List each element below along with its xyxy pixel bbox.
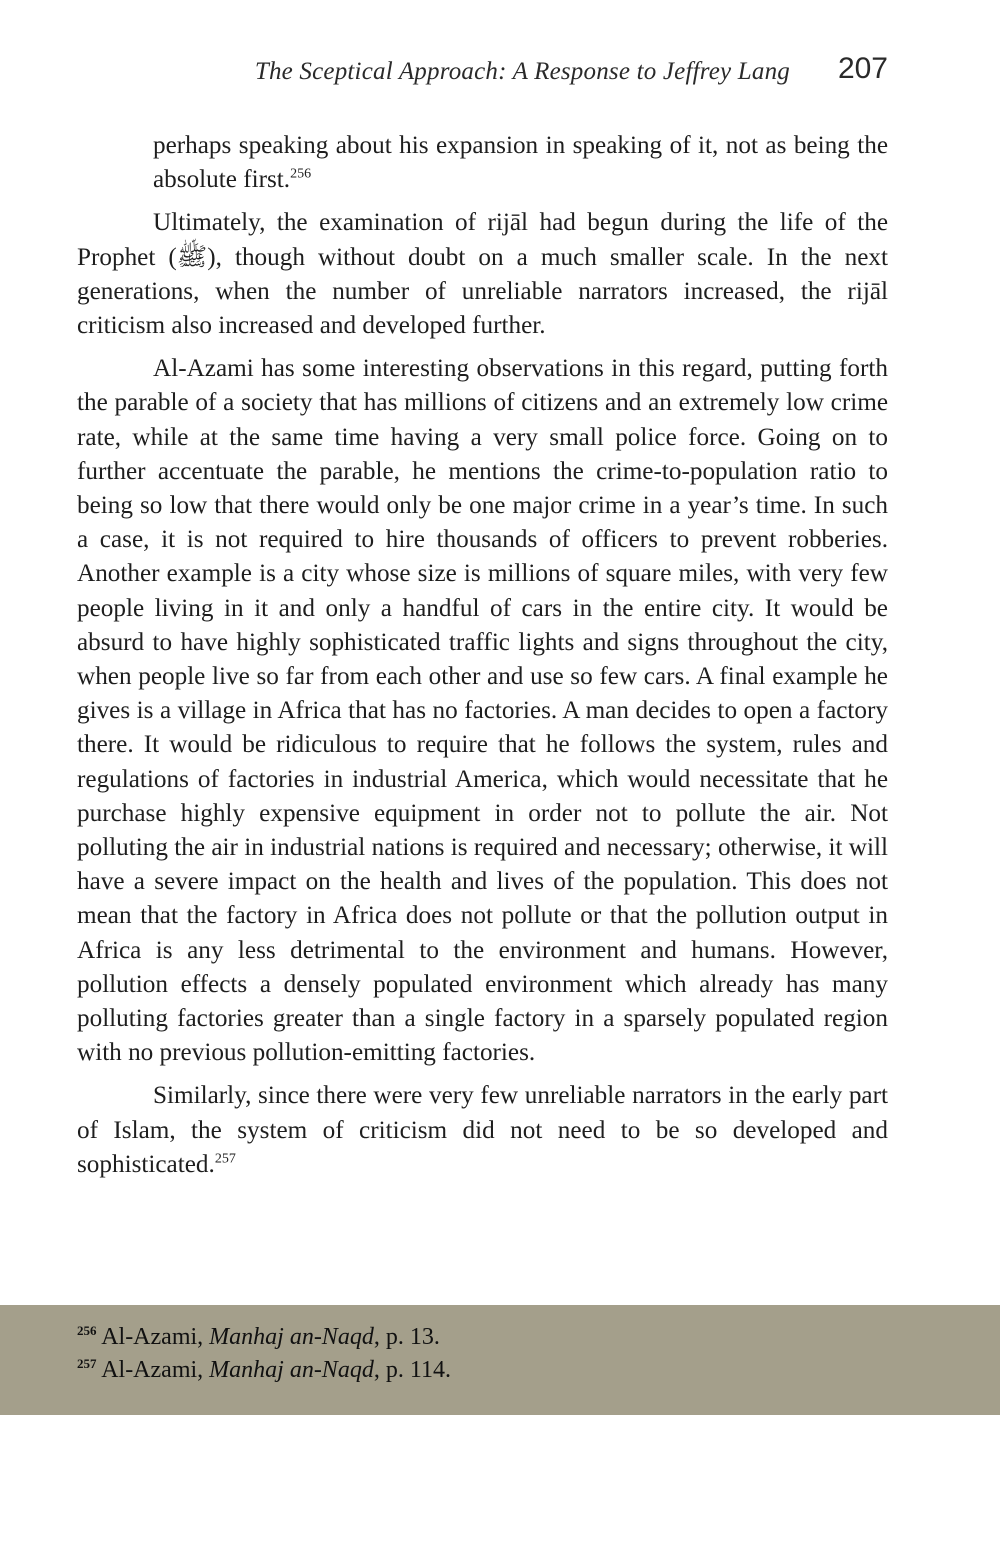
footnotes-band — [0, 1305, 1000, 1415]
paragraph — [77, 206, 888, 343]
paragraph-text: Ultimately, the examination of rijāl had begun during the life of the Prophet (ﷺ), though without doubt on a much smaller scale. In the next generations, when the number of unreliable narrators increased, the rijāl criticism also increased and developed further. — [77, 209, 888, 340]
running-title: The Sceptical Approach: A Response to Jeffrey Lang — [254, 58, 790, 85]
footnote-book-title: Manhaj an-Naqd — [209, 1324, 374, 1350]
footnote-number: 256 — [77, 1323, 97, 1338]
body-text — [77, 129, 888, 1182]
footnote — [77, 1324, 440, 1351]
footnote-ref: 256 — [290, 166, 312, 182]
footnote-page: , p. 13. — [373, 1324, 440, 1350]
footnote-number: 257 — [77, 1356, 97, 1371]
paragraph — [77, 352, 888, 1070]
footnote-page: , p. 114. — [373, 1357, 451, 1383]
paragraph — [77, 129, 888, 197]
footnote-book-title: Manhaj an-Naqd — [209, 1357, 374, 1383]
paragraph-text: Similarly, since there were very few unreliable narrators in the early part of Islam, the system of criticism did not need to be so developed and sophisticated. — [77, 1082, 888, 1178]
page-number: 207 — [837, 52, 888, 85]
running-header — [0, 52, 1000, 96]
footnote-author: Al-Azami, — [101, 1357, 210, 1383]
paragraph-text: perhaps speaking about his expansion in speaking of it, not as being the absolute first. — [153, 132, 888, 194]
footnote-ref: 257 — [214, 1151, 236, 1167]
footnote — [77, 1357, 451, 1384]
paragraph — [77, 1079, 888, 1182]
paragraph-text: Al-Azami has some interesting observations in this regard, putting forth the parable of a society that has millions of citizens and an extremely low crime rate, while at the same time having a very small police force. Going on to further accentuate the parable, he mentions the crime-to-population ratio to being so low that there would only be one major crime in a year’s time. In such a case, it is not required to hire thousands of officers to prevent robberies. Another example is a city whose size is millions of square miles, with very few people living in it and only a handful of cars in the entire city. It would be absurd to have highly sophisticated traffic lights and signs throughout the city, when people live so far from each other and use so few cars. A final example he gives is a village in Africa that has no factories. A man decides to open a factory there. It would be ridiculous to require that he follows the system, rules and regulations of factories in industrial America, which would necessitate that he purchase highly expensive equipment in order not to pollute the air. Not polluting the air in industrial nations is required and necessary; otherwise, it will have a severe impact on the health and lives of the population. This does not mean that the factory in Africa does not pollute or that the pollution output in Africa is any less detrimental to the environment and humans. However, pollution effects a densely populated environment which already has many polluting factories greater than a single factory in a sparsely populated region with no previous pollution-emitting factories. — [77, 355, 888, 1067]
footnote-author: Al-Azami, — [101, 1324, 210, 1350]
